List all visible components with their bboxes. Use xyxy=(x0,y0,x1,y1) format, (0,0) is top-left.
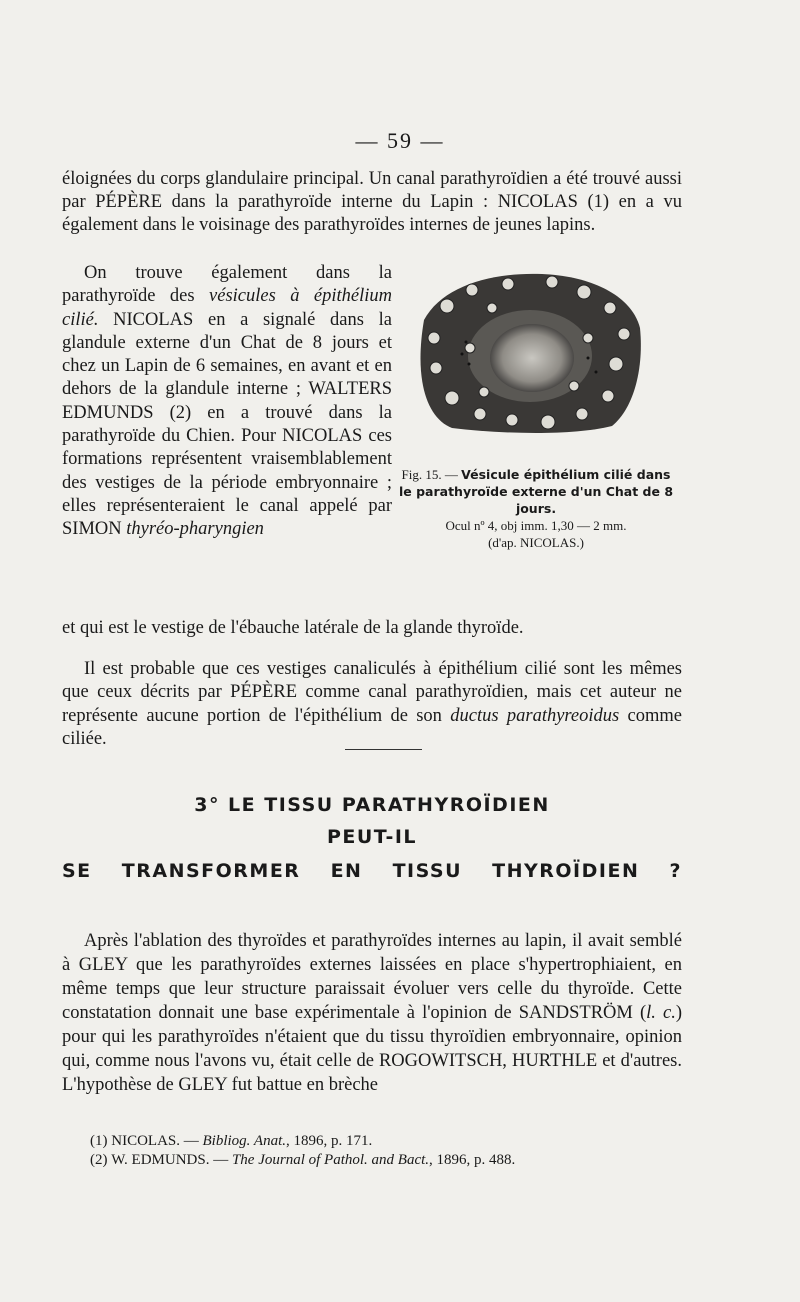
footnote-2-ref: , 1896, p. 488. xyxy=(429,1152,516,1168)
footnote-2-author: W. EDMUNDS. xyxy=(111,1152,210,1168)
section-heading-line3: SE TRANSFORMER EN TISSU THYROÏDIEN ? xyxy=(62,860,682,882)
figure-label: Fig. 15. — xyxy=(401,467,462,482)
paragraph-2-italic-b: thyréo-pharyngien xyxy=(126,519,264,540)
paragraph-1-text: éloignées du corps glandulaire principal. Un canal parathyroïdien a été trouvé aussi par PÉPÈRE dans la parathyroïde interne du Lapin : NICOLAS (1) en a vu également dans le voisinage des parathyroïdes internes de jeunes lapins. xyxy=(62,169,682,235)
paragraph-3-part-a: Il est probable que ces vestiges canaliculés à épithélium cilié sont les mêmes que ceux décrits par PÉPÈRE comme canal parathyroïdien, mais cet auteur ne représente aucune portion de l'épithélium de son xyxy=(62,659,682,726)
paragraph-4-italic: l. c. xyxy=(646,1002,676,1023)
footnote-2 xyxy=(90,1151,690,1170)
footnote-1-sep: — xyxy=(180,1133,203,1149)
paragraph-4 xyxy=(62,910,682,1116)
footnote-2-sep: — xyxy=(209,1152,232,1168)
footnote-1-marker: (1) xyxy=(90,1133,108,1149)
section-heading-line2: PEUT-IL xyxy=(326,826,418,848)
section-divider xyxy=(345,749,422,750)
paragraph-3-italic: ductus parathyreoidus xyxy=(450,705,620,726)
figure-credit: (d'ap. NICOLAS.) xyxy=(488,535,584,550)
section-heading-line1: 3° LE TISSU PARATHYROÏDIEN xyxy=(194,794,550,816)
figure-caption-title xyxy=(396,466,676,517)
footnotes xyxy=(90,1132,690,1170)
paragraph-4-part-a: Après l'ablation des thyroïdes et parathyroïdes internes au lapin, il avait semblé à GLEY que les parathyroïdes externes laissées en place s'hypertrophiaient, en même temps que leur structure paraissait évoluer vers celle du thyroïde. Cette constatation donnait une base expérimentale à l'opinion de SANDSTRÖM ( xyxy=(62,930,682,1023)
paragraph-2-part-a: On trouve également dans la parathyroïde des xyxy=(62,263,392,307)
paragraph-2-part-c: et qui est le vestige de l'ébauche latérale de la glande thyroïde. xyxy=(62,617,524,638)
paragraph-4-part-b: ) pour qui les parathyroïdes n'étaient que du tissu thyroïdien embryonnaire, opinion qui, comme nous l'avons vu, était celle de ROGOWITSCH, HURTHLE et d'autres. L'hypothèse de GLEY fut battue en brèche xyxy=(62,1002,683,1096)
paragraph-2-continued xyxy=(62,598,682,770)
figure-title: Vésicule épithélium cilié dans le parathyroïde externe d'un Chat de 8 jours. xyxy=(398,467,674,516)
paragraph-4-text xyxy=(62,929,682,1098)
paragraph-2-part-b: NICOLAS en a signalé dans la glandule externe d'un Chat de 8 jours et chez un Lapin de 6 semaines, en avant et en dehors de la glandule interne ; WALTERS EDMUNDS (2) en a trouvé dans la parathyroïde du Chien. Pour NICOLAS ces formations représentent vraisemblablement des vestiges de la période embryonnaire ; elles représenteraient le canal appelé par SIMON xyxy=(62,309,392,540)
figure-caption xyxy=(396,466,676,551)
footnote-1-source: Bibliog. Anat. xyxy=(202,1133,286,1149)
figure-micrograph xyxy=(412,268,644,436)
paragraph-2 xyxy=(62,262,392,542)
footnote-1-author: NICOLAS. xyxy=(111,1133,181,1149)
footnote-2-source: The Journal of Pathol. and Bact. xyxy=(231,1152,430,1168)
figure-details: Ocul nº 4, obj imm. 1,30 — 2 mm. xyxy=(445,518,627,533)
paragraph-3 xyxy=(62,658,682,751)
footnote-1 xyxy=(90,1132,690,1151)
paragraph-2-text xyxy=(62,262,392,542)
footnote-2-marker: (2) xyxy=(90,1152,108,1168)
paragraph-3-part-b: comme ciliée. xyxy=(62,705,683,749)
page-number: — 59 — xyxy=(355,128,445,153)
paragraph-1 xyxy=(62,168,682,237)
footnote-1-ref: , 1896, p. 171. xyxy=(286,1133,373,1149)
paragraph-2-italic-a: vésicules à épithélium cilié. xyxy=(62,286,392,330)
